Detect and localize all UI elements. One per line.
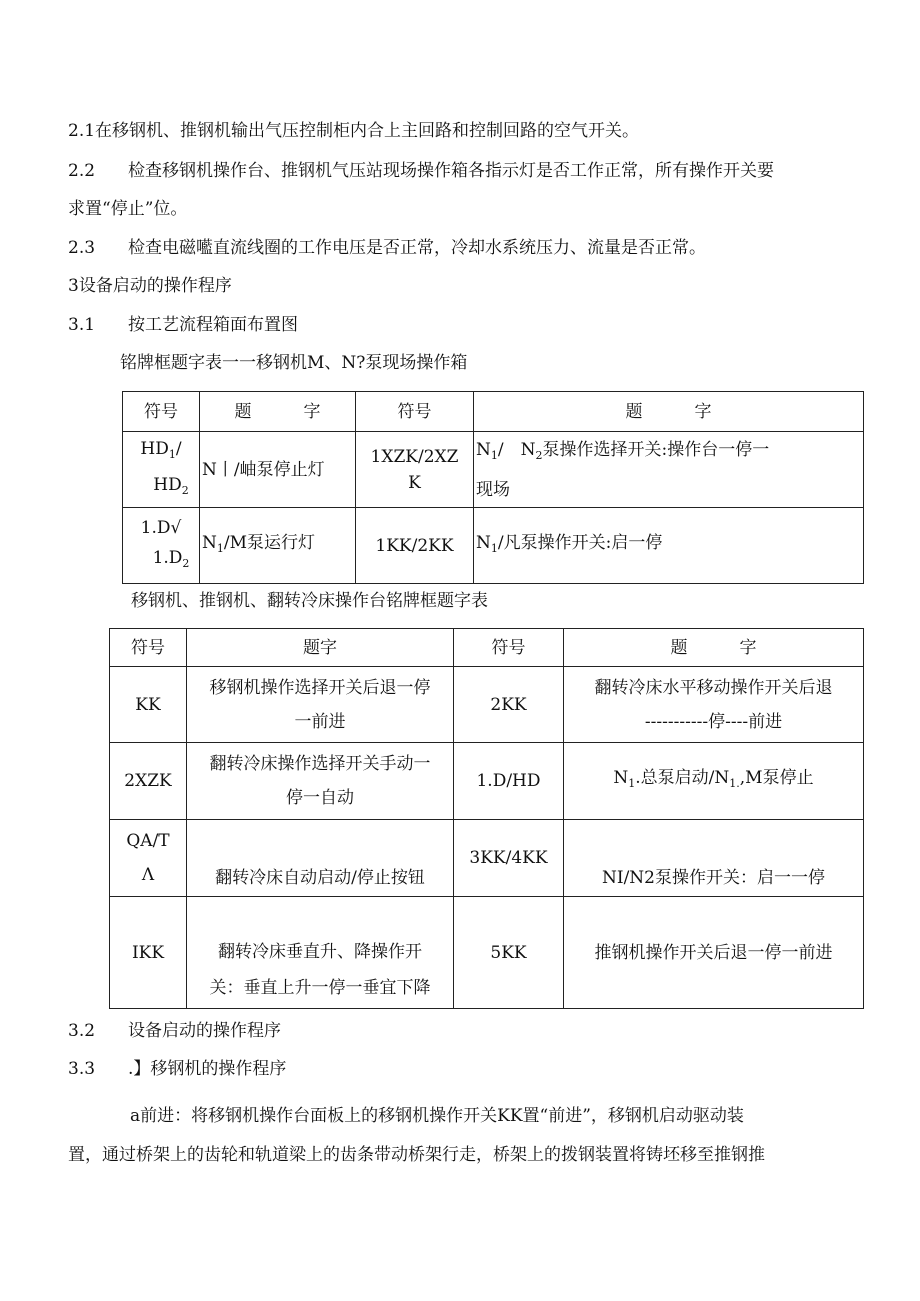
paragraph-a-line2 — [68, 1143, 765, 1167]
header-symbol: 符号 — [110, 629, 187, 667]
symbol-cell: 3KK/4KK — [454, 820, 564, 897]
header-title: 题 字 — [200, 392, 356, 432]
paragraph-3-2 — [68, 1019, 281, 1043]
nameplate-table-2 — [109, 628, 864, 1009]
title-cell: 翻转冷床操作选择开关手动一 停一自动 — [187, 743, 454, 820]
table-row — [110, 820, 864, 897]
title-cell: 翻转冷床自动启动/停止按钮 — [187, 820, 454, 897]
title-cell: $N_1/$凡泵操作开关:启一停 — [474, 508, 864, 584]
paragraph-2-2-cont — [68, 197, 187, 221]
symbol-cell: 1.D/HD — [454, 743, 564, 820]
paragraph-number: 2.3 — [68, 238, 96, 258]
paragraph-3-3 — [68, 1057, 286, 1081]
title-cell: 翻转冷床水平移动操作开关后退 -----------停----前进 — [564, 667, 864, 743]
paragraph-text: 检查移钢机操作台、推钢机气压站现场操作箱各指示灯是否工作正常，所有操作开关要 — [128, 161, 774, 181]
header-symbol: 符号 — [356, 392, 474, 432]
paragraph-number: 2.1 — [68, 121, 96, 141]
title-cell: 推钢机操作开关后退一停一前进 — [564, 897, 864, 1009]
caption-text: 铭牌框题字表一一移钢机M、N?泵现场操作箱 — [120, 353, 468, 373]
paragraph-text: 检查电磁㘕直流线圈的工作电压是否正常，冷却水系统压力、流量是否正常。 — [128, 238, 706, 258]
header-symbol: 符号 — [454, 629, 564, 667]
table-row — [110, 897, 864, 1009]
paragraph-2-1 — [68, 119, 639, 143]
table1-caption — [120, 351, 467, 375]
paragraph-number: 3.1 — [68, 315, 96, 335]
header-title: 题字 — [187, 629, 454, 667]
symbol-cell: 1KK/2KK — [356, 508, 474, 584]
nameplate-table-1 — [122, 391, 864, 584]
title-cell: NI/N2泵操作开关：启一一停 — [564, 820, 864, 897]
title-cell: 翻转冷床垂直升、降操作开 关：垂直上升一停一垂宜下降 — [187, 897, 454, 1009]
table-row — [123, 432, 864, 508]
paragraph-text: 在移钢机、推钢机输出气压控制柜内合上主回路和控制回路的空气开关。 — [95, 121, 640, 141]
table2-caption — [131, 589, 488, 613]
symbol-cell: $HD_1/$ $HD_2$ — [123, 432, 200, 508]
symbol-cell: 2XZK — [110, 743, 187, 820]
paragraph-text: a前进：将移钢机操作台面板上的移钢机操作开关KK置“前进”，移钢机启动驱动装 — [130, 1106, 744, 1126]
paragraph-text: 设备启动的操作程序 — [128, 1021, 281, 1041]
title-cell: 移钢机操作选择开关后退一停 一前进 — [187, 667, 454, 743]
caption-text: 移钢机、推钢机、翻转冷床操作台铭牌框题字表 — [131, 591, 488, 611]
paragraph-number: 2.2 — [68, 161, 96, 181]
table-row — [110, 667, 864, 743]
paragraph-2-3 — [68, 236, 706, 260]
symbol-cell: KK — [110, 667, 187, 743]
symbol-cell: IKK — [110, 897, 187, 1009]
symbol-cell: 1.D√ $1.D_2$ — [123, 508, 200, 584]
symbol-cell: 5KK — [454, 897, 564, 1009]
title-cell: $N_1$.总泵启动$/N_{1.},M$泵停止 — [564, 743, 864, 820]
paragraph-a-line1 — [130, 1104, 744, 1128]
header-symbol: 符号 — [123, 392, 200, 432]
symbol-cell: QA/T Λ — [110, 820, 187, 897]
title-cell: $N_1/$ $N_2$泵操作选择开关:操作台一停一 现场 — [474, 432, 864, 508]
section-heading-3 — [68, 274, 232, 298]
title-cell: $N_1/M$泵运行灯 — [200, 508, 356, 584]
title-cell: N丨/岫泵停止灯 — [200, 432, 356, 508]
paragraph-text: .】移钢机的操作程序 — [128, 1059, 287, 1079]
paragraph-text: 置，通过桥架上的齿轮和轨道梁上的齿条带动桥架行走，桥架上的拨钢装置将铸坯移至推钢推 — [68, 1145, 765, 1165]
symbol-cell: 2KK — [454, 667, 564, 743]
header-title: 题 字 — [474, 392, 864, 432]
paragraph-number: 3.2 — [68, 1021, 96, 1041]
paragraph-text: 求置“停止”位。 — [68, 199, 188, 219]
table-row — [123, 508, 864, 584]
header-title: 题 字 — [564, 629, 864, 667]
paragraph-text: 按工艺流程箱面布置图 — [128, 315, 298, 335]
table-header-row — [110, 629, 864, 667]
heading-text: 3设备启动的操作程序 — [68, 276, 232, 296]
table-row — [110, 743, 864, 820]
paragraph-2-2 — [68, 159, 774, 183]
table-header-row — [123, 392, 864, 432]
paragraph-number: 3.3 — [68, 1059, 96, 1079]
paragraph-3-1 — [68, 313, 298, 337]
symbol-cell: 1XZK/2XZ K — [356, 432, 474, 508]
